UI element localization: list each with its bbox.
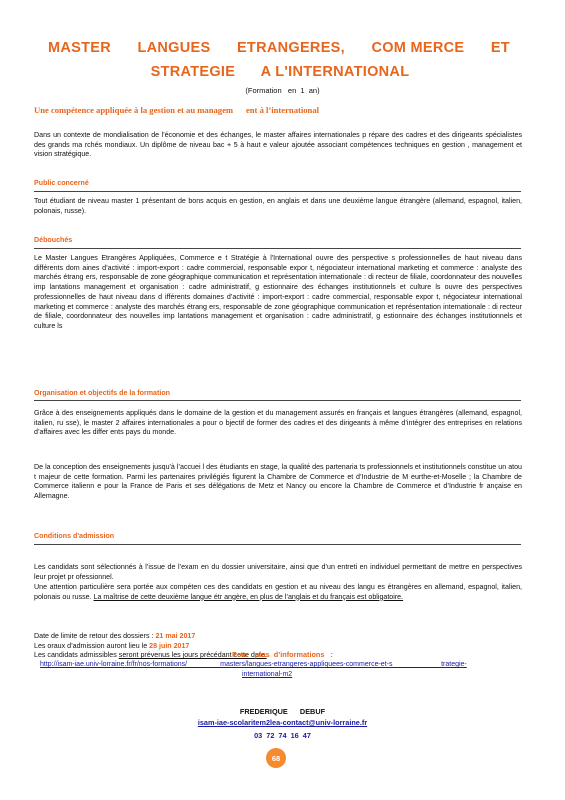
public-paragraph [34, 197, 522, 216]
public-text: Tout étudiant de niveau master 1 présentant de bons acquis en gestion, en anglais et dans une deuxième langue étrangère (allemand, espagnol, italien, polonais, russe). [34, 197, 522, 215]
page-number: 68 [271, 753, 281, 763]
conditions-paragraph-2 [34, 583, 522, 602]
contact-name: FREDERIQUE DEBUF [239, 707, 326, 716]
subtitle: (Formation en 1 an) [245, 86, 320, 95]
conditions-text-2a: Une attention particulière sera portée aux compéten ces des candidats en gestion et au niveau des langu es étrangères en allemand, espagnol, italien, polonais ou russe. [34, 583, 522, 601]
oral-date: 28 juin 2017 [149, 641, 190, 650]
organisation-text-1: Grâce à des enseignements appliqués dans le domaine de la gestion et du management assurés en français et langues étrangères (allemand, espagnol, italien, ru sse), le master 2 affaires internationales a pour o bjectif de former des cadres et des dirigeants à même d’intégrer des entreprises en relations d’affaires avec les differ ents pays du monde. [34, 409, 522, 437]
contact-phone: 03 72 74 16 47 [254, 731, 311, 740]
page-title [40, 36, 520, 84]
debouches-text: Le Master Langues Etrangères Appliquées, Commerce e t Stratégie à l'International ouvre des perspective s professionnelles de haut niveau dans différents dom aines d’activité : import-export : cadre commercial, responsable expor t, négociateur international marketing et commerce : analyste des marchés étrang ers, responsable de zone géographique communication et représentation internationale : di recteur de filiale, coordonnateur des nouvelles imp lantations management et organisation : cadre administratif, g estionnaire des échanges institutionnels et culture ls ouvre des perspectives professionnelles de haut niveau dans d ifférents domaines d’activité : import-export : cadre commercial, responsable expor t, négociateur international marketing et commerce : analyste des marchés étrang ers, responsable de zone géographique communication et représentation internationale : di recteur de filiale, coordonnateur des nouvelles imp lantations management et organisation : cadre administratif, g estionnaire des échanges institutionnels et culture ls [34, 254, 522, 330]
title-line-1 [48, 36, 510, 60]
section-divider [34, 400, 521, 401]
lead-heading: Une compétence appliquée à la gestion et au managem ent à l’international [34, 105, 320, 115]
section-divider [34, 191, 521, 192]
program-link-continued[interactable]: international-m2 [242, 671, 293, 678]
title-word: MASTER [48, 40, 112, 56]
title-word: ET [490, 40, 510, 56]
admissible-label: Les candidats admissibles [34, 651, 119, 660]
oral-label: Les oraux d’admission auront lieu le [34, 641, 150, 650]
intro-paragraph [34, 131, 522, 160]
info-heading: Pour plus d’informations : [232, 650, 333, 659]
conditions-text-2 [34, 583, 522, 602]
conditions-text-1: Les candidats sont sélectionnés à l’issue de l’exam en du dossier universitaire, ainsi que d’un entreti en individuel permettant de mettre en perspectives leur projet pr ofessionnel. [34, 563, 522, 581]
title-word: COM MERCE [371, 40, 465, 56]
language-requirement: La maîtrise de cette deuxième langue étr angère, en plus de l’anglais et du français est obligatoire. [93, 592, 404, 601]
section-heading-public: Public concerné [34, 179, 89, 187]
debouches-paragraph [34, 254, 522, 332]
section-divider [34, 248, 521, 249]
section-heading-conditions: Conditions d'admission [34, 532, 115, 540]
section-divider [34, 544, 521, 545]
intro-text: Dans un contexte de mondialisation de l'économie et des échanges, le master affaires internationales p répare des cadres et des dirigeants spécialistes des grands ma rchés mondiaux. Un diplôme de niveau bac + 5 à haut e valeur ajoutée associant compétences techniques en gestion , management et vision stratégique. [34, 131, 522, 159]
title-word: ETRANGERES, [236, 40, 345, 56]
organisation-text-2: De la conception des enseignements jusqu'à l’accuei l des étudiants en stage, la qualité des partenaria ts professionnels et institutionnels constitue un atou t majeur de cette formation. Parmi les partenaires privilégiés figurent la Chambre de Commerce et d’Industrie de M eurthe-et-Moselle ; la Chambre de Commerce italienn e pour la France de Paris et ses délégations de Metz et Nancy ou encore la Chambre de Commerce et d’Industrie fr ançaise en Allemagne. [34, 463, 522, 501]
organisation-paragraph-1 [34, 409, 522, 438]
admissible-note: seront prévenus les jours précédant cette date. [118, 651, 267, 660]
title-word: LANGUES [137, 40, 211, 56]
title-line-2: STRATEGIE A L'INTERNATIONAL [150, 64, 410, 80]
deadline-label: Date de limite de retour des dossiers : [34, 632, 156, 640]
contact-email-link[interactable]: isam-iae-scolaritem2lea-contact@univ-lorraine.fr [197, 718, 368, 727]
deadline-date: 21 mai 2017 [155, 632, 196, 640]
organisation-paragraph-2 [34, 463, 522, 502]
conditions-paragraph-1 [34, 563, 522, 582]
section-heading-debouches: Débouchés [34, 236, 73, 244]
page-number-badge [266, 748, 286, 768]
section-heading-organisation: Organisation et objectifs de la formation [34, 389, 170, 397]
program-link[interactable]: http://isam-iae.univ-lorraine.fr/fr/nos-formations/ masters/langues-etrangeres-appliquees-commerce-et-s trategie- [40, 661, 467, 668]
